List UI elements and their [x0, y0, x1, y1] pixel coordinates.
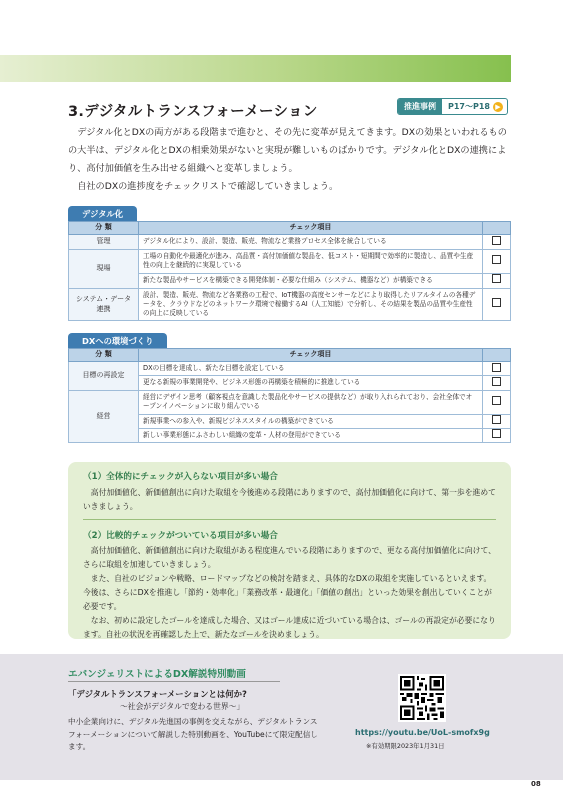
qr-code-icon[interactable] [398, 674, 446, 722]
intro-paragraph-2: 自社のDXの進捗度をチェックリストで確認していきましょう。 [77, 181, 339, 192]
table-row [69, 250, 511, 274]
video-url-link[interactable]: https://youtu.be/UoL-smofx9g [355, 728, 490, 737]
row-item: 設計、製造、販売、物流など各業務の工程で、IoT機器の高度センサーなどにより取得したリアルタイムの各種データを、クラウドなどのネットワーク環境で稼働するAI（人工知能）で分析し、その結果を製品の品質や生産性の向上に反映している [139, 288, 483, 321]
checkbox[interactable] [492, 363, 501, 372]
video-validity-note: ※有効期限2023年1月31日 [366, 742, 445, 750]
checkbox[interactable] [492, 429, 501, 438]
row-category: 管理 [69, 235, 139, 250]
page-number: 08 [531, 780, 541, 788]
checkbox[interactable] [492, 236, 501, 245]
digital-table-label: デジタル化 [68, 206, 137, 221]
result-guidance-box [68, 462, 511, 639]
case2-body: 高付加価値化、新価値創出に向けた取組がある程度進んでいる段階にありますので、更なる高付加価値化に向けて、さらに取組を加速していきましょう。 また、自社のビジョンや戦略、ロードマップなどの検討を踏まえ、具体的なDXの取組を実施しているといえます。今後は、さらにDXを推進し「節約・効率化」「業務改革・最適化」「価値の創出」といった効果を創出していくことが必要です。 なお、初めに設定したゴールを達成した場合、又はゴール達成に近づいている場合は、ゴールの再設定が必要になります。自社の状況を再確認した上で、新たなゴールを決めましょう。 [83, 546, 496, 639]
video-description: 中小企業向けに、デジタル先進国の事例を交えながら、デジタルトランスフォーメーションについて解説した特別動画を、YouTubeにて限定配信します。 [68, 717, 318, 751]
dx-table-label: DXへの環境づくり [68, 333, 167, 348]
table-row [69, 288, 511, 321]
intro-paragraph-1: デジタル化とDXの両方がある段階まで進むと、その先に変革が見えてきます。DXの効果といわれるものの大半は、デジタル化とDXの相乗効果がないと実現が難しいものばかりです。デジタル化とDXの連携により、高付加価値を生み出せる組織へと変革しましょう。 [68, 127, 507, 174]
row-item: DXの目標を達成し、新たな目標を設定している [139, 362, 483, 376]
row-item: 更なる新規の事業開発や、ビジネス形態の再構築を積極的に推進している [139, 376, 483, 390]
dx-checklist-table [68, 348, 511, 443]
header-gradient-band [0, 55, 511, 82]
row-category: 現場 [69, 250, 139, 289]
column-header-category: 分 類 [69, 349, 139, 362]
case-label: 推進事例 [398, 99, 442, 114]
checkbox[interactable] [492, 415, 501, 424]
video-heading: エバンジェリストによるDX解説特別動画 [68, 669, 246, 680]
case-pages: P17～P18 [448, 102, 490, 111]
case1-body: 高付加価値化、新価値創出に向けた取組を今後進める段階にありますので、高付加価値化に向けて、第一歩を進めていきましょう。 [83, 488, 496, 511]
checkbox[interactable] [492, 396, 501, 405]
checkbox[interactable] [492, 377, 501, 386]
row-category: 経営 [69, 390, 139, 443]
section-title: 3.デジタルトランスフォーメーション [68, 104, 318, 120]
arrow-right-icon: ▶ [493, 102, 503, 112]
checkbox[interactable] [492, 298, 501, 307]
column-header-item: チェック項目 [139, 349, 483, 362]
case1-title: （1）全体的にチェックが入らない項目が多い場合 [83, 472, 278, 482]
intro-text [68, 124, 513, 196]
heading-underline [68, 681, 280, 682]
table-row [69, 235, 511, 250]
row-item: 新たな製品やサービスを構築できる開発体制・必要な仕組み（システム、機器など）が構築できる [139, 273, 483, 288]
table-header-row [69, 222, 511, 235]
case2-title: （2）比較的チェックがついている項目が多い場合 [83, 531, 278, 541]
table-row [69, 362, 511, 376]
column-header-item: チェック項目 [139, 222, 483, 235]
row-item: 新しい事業形態にふさわしい組織の変革・人材の登用ができている [139, 428, 483, 442]
row-item: 経営にデザイン思考（顧客視点を意識した製品化やサービスの提供など）が取り入れられており、会社全体でオープンイノベーションに取り組んでいる [139, 390, 483, 414]
row-category: システム・データ連携 [69, 288, 139, 321]
case-reference-badge[interactable] [397, 98, 508, 115]
row-item: 新規事業への参入や、新規ビジネススタイルの構築ができている [139, 414, 483, 428]
video-title-main: 「デジタルトランスフォーメーションとは何か? [68, 689, 247, 699]
video-title-sub: ～社会がデジタルで変わる世界～」 [120, 702, 245, 711]
table-row [69, 390, 511, 414]
digital-checklist-table [68, 221, 511, 321]
checkbox[interactable] [492, 255, 501, 264]
row-item: 工場の自動化や最適化が進み、高品質・高付加価値な製品を、低コスト・短期間で効率的に製造し、品質や生産性の向上を継続的に実現している [139, 250, 483, 274]
checkbox[interactable] [492, 274, 501, 283]
divider [83, 519, 496, 520]
table-header-row [69, 349, 511, 362]
row-item: デジタル化により、設計、製造、販売、物流など業務プロセス全体を統合している [139, 235, 483, 250]
column-header-category: 分 類 [69, 222, 139, 235]
row-category: 目標の再設定 [69, 362, 139, 391]
